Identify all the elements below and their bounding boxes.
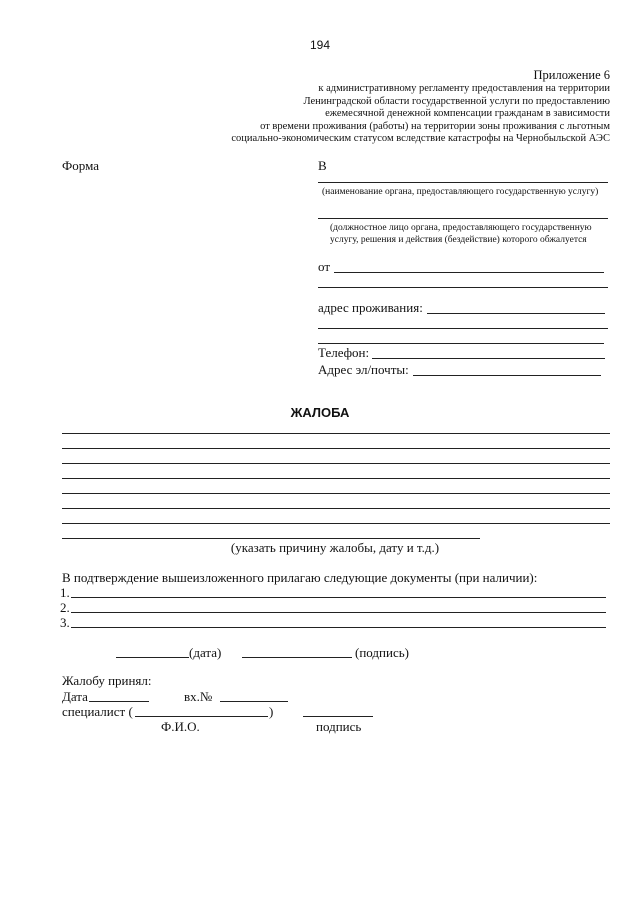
appendix-title: Приложение 6 — [533, 68, 610, 82]
page-number: 194 — [309, 38, 331, 52]
accepted-sign-caption: подпись — [316, 719, 362, 734]
reason-caption: (указать причину жалобы, дату и т.д.) — [230, 540, 440, 555]
official-caption — [330, 222, 592, 246]
complaint-line[interactable] — [62, 478, 610, 479]
from-line[interactable] — [334, 272, 604, 273]
date-line[interactable] — [116, 657, 189, 658]
appendix-line: ежемесячной денежной компенсации гражданам в зависимости — [325, 108, 610, 119]
specialist-label: специалист ( — [62, 704, 133, 719]
from-label: от — [318, 259, 331, 274]
address-label: адрес проживания: — [318, 300, 423, 315]
attachment-line[interactable] — [71, 612, 606, 613]
official-line[interactable] — [318, 218, 608, 219]
complaint-line[interactable] — [62, 448, 610, 449]
organ-caption: (наименование органа, предоставляющего государственную услугу) — [322, 187, 599, 197]
complaint-title: ЖАЛОБА — [290, 405, 350, 420]
accepted-title: Жалобу принял: — [62, 673, 152, 688]
appendix-line: Ленинградской области государственной услуги по предоставлению — [303, 95, 610, 107]
complaint-line[interactable] — [62, 523, 610, 524]
complaint-line[interactable] — [62, 463, 610, 464]
accepted-sign-line[interactable] — [303, 716, 373, 717]
specialist-line[interactable] — [135, 716, 268, 717]
accepted-date-label: Дата — [62, 689, 88, 704]
fio-caption: Ф.И.О. — [161, 719, 200, 734]
address-line[interactable] — [427, 313, 605, 314]
attachment-number: 3. — [60, 615, 70, 630]
from-line-2[interactable] — [318, 287, 608, 288]
attachment-line[interactable] — [71, 597, 606, 598]
appendix-line: социально-экономическим статусом вследствие катастрофы на Чернобыльской АЭС — [231, 133, 610, 144]
appendix-block — [231, 67, 610, 146]
appendix-line: от времени проживания (работы) на территории зоны проживания с льготным — [260, 120, 610, 132]
attachment-number: 1. — [60, 585, 70, 600]
attachments-intro: В подтверждение вышеизложенного прилагаю следующие документы (при наличии): — [62, 570, 538, 585]
email-label: Адрес эл/почты: — [318, 362, 409, 377]
official-caption-line: (должностное лицо органа, предоставляющего государственную — [330, 223, 592, 233]
official-caption-line: услугу, решения и действия (бездействие) которого обжалуется — [330, 235, 587, 245]
phone-line[interactable] — [372, 358, 605, 359]
form-label: Форма — [62, 158, 99, 173]
organ-line[interactable] — [318, 182, 608, 183]
date-caption: (дата) — [189, 645, 222, 660]
incoming-label: вх.№ — [184, 689, 213, 704]
address-line-2[interactable] — [318, 328, 608, 329]
complaint-line[interactable] — [62, 538, 480, 539]
complaint-line[interactable] — [62, 508, 610, 509]
appendix-line: к административному регламенту предоставления на территории — [318, 83, 610, 94]
sign-line[interactable] — [242, 657, 352, 658]
to-label: В — [318, 158, 327, 173]
complaint-line[interactable] — [62, 493, 610, 494]
complaint-line[interactable] — [62, 433, 610, 434]
sign-caption: (подпись) — [355, 645, 409, 660]
email-line[interactable] — [413, 375, 601, 376]
attachment-number: 2. — [60, 600, 70, 615]
incoming-line[interactable] — [220, 701, 288, 702]
attachment-line[interactable] — [71, 627, 606, 628]
phone-label: Телефон: — [318, 345, 370, 360]
accepted-date-line[interactable] — [89, 701, 149, 702]
specialist-close: ) — [269, 704, 274, 719]
address-line-3[interactable] — [318, 343, 604, 344]
